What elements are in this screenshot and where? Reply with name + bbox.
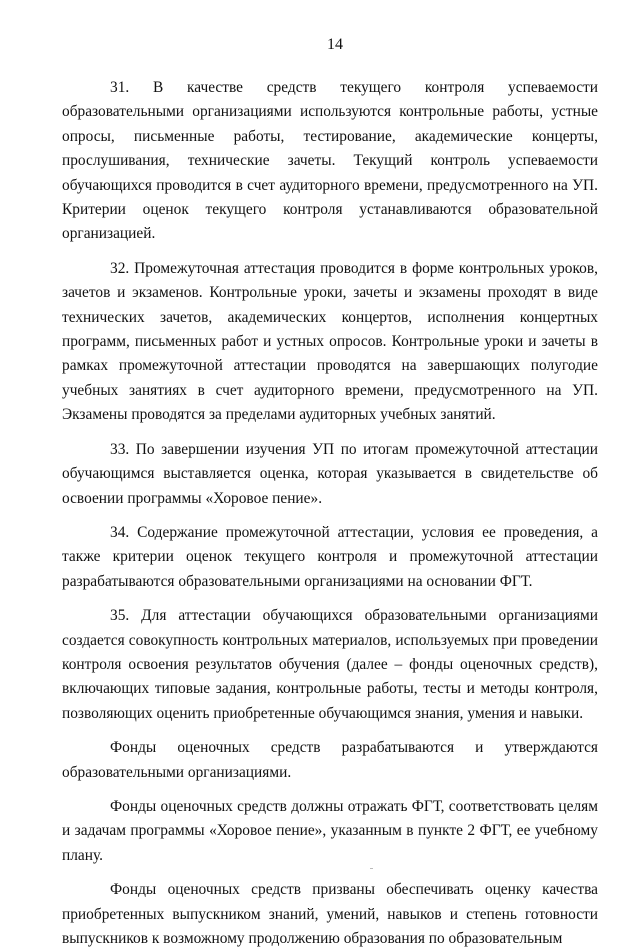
scan-mark: [370, 868, 373, 869]
paragraph-35: 35. Для аттестации обучающихся образовательными организациями создается совокупность контрольных материалов, используемых при проведении контроля освоения результатов обучения (далее – фонды оценочных средств), включающих типовые задания, контрольные работы, тесты и методы контроля, позволяющих оценить приобретенные обучающимся знания, умения и навыки.: [62, 607, 598, 722]
paragraph-34: 34. Содержание промежуточной аттестации, условия ее проведения, а также критерии оценок текущего контроля и промежуточной аттестации разрабатываются образовательными организациями на основании ФГТ.: [62, 523, 598, 590]
paragraph-funds-reflect: Фонды оценочных средств должны отражать ФГТ, соответствовать целям и задачам программы «Хоровое пение», указанным в пункте 2 ФГТ, ее учебному плану.: [62, 797, 598, 864]
document-body: [62, 76, 598, 951]
paragraph-funds-developed: Фонды оценочных средств разрабатываются и утверждаются образовательными организациями.: [62, 739, 598, 781]
paragraph-funds-purpose: Фонды оценочных средств призваны обеспечивать оценку качества приобретенных выпускником знаний, умений, навыков и степень готовности выпускников к возможному продолжению образования по образовательным: [62, 881, 598, 947]
paragraph-31: 31. В качестве средств текущего контроля успеваемости образовательными организациями используются контрольные работы, устные опросы, письменные работы, тестирование, академические концерты, прослушивания, технические зачеты. Текущий контроль успеваемости обучающихся проводится в счет аудиторного времени, предусмотренного на УП. Критерии оценок текущего контроля устанавливаются образовательной организацией.: [62, 79, 598, 243]
paragraph-32: 32. Промежуточная аттестация проводится в форме контрольных уроков, зачетов и экзаменов. Контрольные уроки, зачеты и экзамены проходят в виде технических зачетов, академических концертов, исполнения концертных программ, письменных работ и устных опросов. Контрольные уроки и зачеты в рамках промежуточной аттестации проводятся на завершающих полугодие учебных занятиях в счет аудиторного времени, предусмотренного на УП. Экзамены проводятся за пределами аудиторных учебных занятий.: [62, 259, 598, 424]
page-number: 14: [327, 36, 343, 53]
paragraph-33: 33. По завершении изучения УП по итогам промежуточной аттестации обучающимся выставляется оценка, которая указывается в свидетельстве об освоении программы «Хоровое пение».: [62, 440, 598, 507]
